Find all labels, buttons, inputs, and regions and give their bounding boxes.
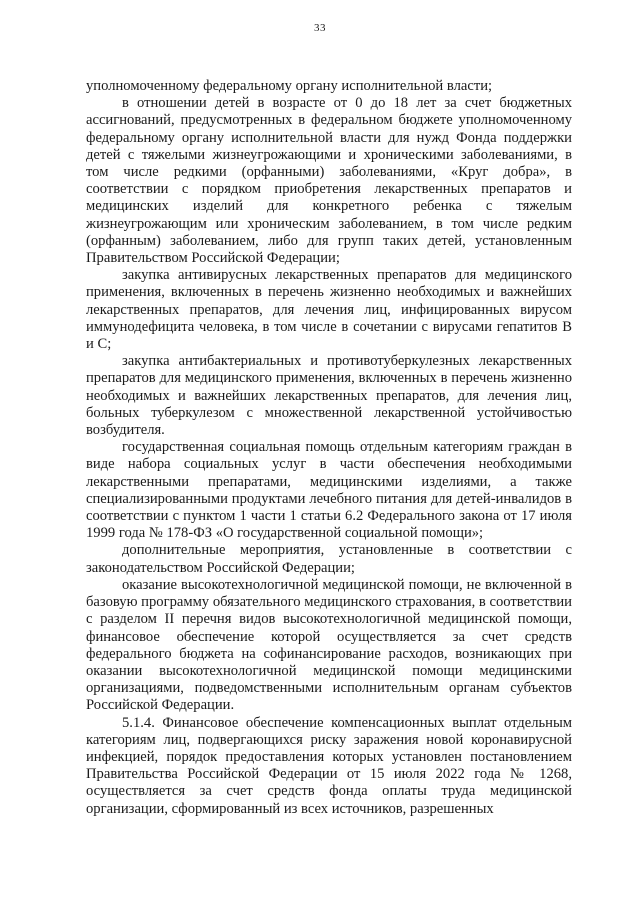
paragraph-social-assistance: государственная социальная помощь отдельным категориям граждан в виде набора социальных услуг в части обеспечения необходимыми лекарственными препаратами, медицинскими изделиями, а также специализированными продуктами лечебного питания для детей-инвалидов в соответствии с пунктом 1 части 1 статьи 6.2 Федерального закона от 17 июля 1999 года № 178-ФЗ «О государственной социальной помощи»;	[86, 439, 572, 542]
paragraph-antibacterial-procurement: закупка антибактериальных и противотуберкулезных лекарственных препаратов для медицинского применения, включенных в перечень жизненно необходимых и важнейших лекарственных препаратов, для лечения лиц, больных туберкулезом с множественной лекарственной устойчивостью возбудителя.	[86, 353, 572, 439]
document-body	[86, 78, 572, 818]
paragraph-section-5-1-4: 5.1.4. Финансовое обеспечение компенсационных выплат отдельным категориям лиц, подвергающихся риску заражения новой коронавирусной инфекцией, порядок предоставления которых установлен постановлением Правительства Российской Федерации от 15 июля 2022 года № 1268, осуществляется за счет средств фонда оплаты труда медицинской организации, сформированный из всех источников, разрешенных	[86, 714, 572, 817]
paragraph-continuation: уполномоченному федеральному органу исполнительной власти;	[86, 78, 493, 94]
paragraph-children-funding: в отношении детей в возрасте от 0 до 18 лет за счет бюджетных ассигнований, предусмотренных в федеральном бюджете уполномоченному федеральному органу исполнительной власти для нужд Фонда поддержки детей с тяжелыми жизнеугрожающими и хроническими заболеваниями, в том числе редкими (орфанными) заболеваниями, «Круг добра», в соответствии с порядком приобретения лекарственных препаратов и медицинских изделий для конкретного ребенка с тяжелым жизнеугрожающим или хроническим заболеванием, в том числе редким (орфанным) заболеванием, либо для групп таких детей, установленным Правительством Российской Федерации;	[86, 95, 572, 267]
paragraph-antiviral-procurement: закупка антивирусных лекарственных препаратов для медицинского применения, включенных в перечень жизненно необходимых и важнейших лекарственных препаратов, для лечения лиц, инфицированных вирусом иммунодефицита человека, в том числе в сочетании с вирусами гепатитов B и C;	[86, 267, 572, 353]
paragraph-additional-measures: дополнительные мероприятия, установленные в соответствии с законодательством Российской Федерации;	[86, 542, 572, 576]
paragraph-high-tech-care: оказание высокотехнологичной медицинской помощи, не включенной в базовую программу обязательного медицинского страхования, в соответствии с разделом II перечня видов высокотехнологичной медицинской помощи, финансовое обеспечение которой осуществляется за счет средств федерального бюджета на софинансирование расходов, возникающих при оказании высокотехнологичной медицинской помощи медицинскими организациями, подведомственными исполнительным органам субъектов Российской Федерации.	[86, 576, 572, 714]
page-number: 33	[314, 22, 326, 34]
